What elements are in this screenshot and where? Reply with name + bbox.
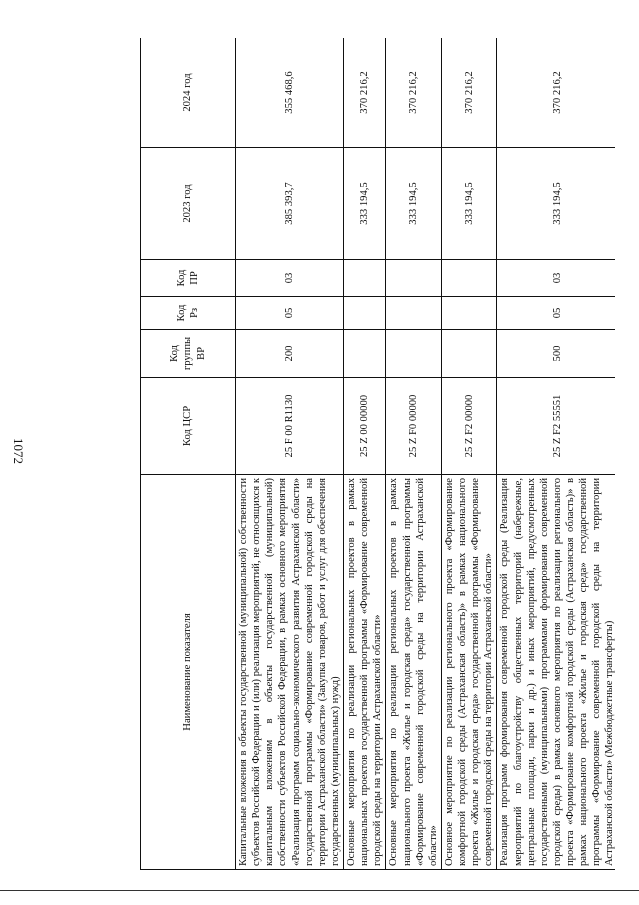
row-name: Капитальные вложения в объекты государственной (муниципальной) собственности субъектов Российской Федерации и (или) реализация мероприятий, не относящихся к капитальным вложениям в объекты государственной (муниципальной) собственности субъектов Российской Федерации, в рамках основного мероприятия «Реализация программ социально-экономического развития Астраханской области» государственной программы «Формирование современной городской среды на территории Астраханской области» (Закупка товаров, работ и услуг для обеспечения государственных (муниципальных) нужд) — [236, 475, 344, 870]
row-2024: 355 468,6 — [236, 38, 344, 148]
row-rz: 05 — [497, 297, 615, 330]
header-2024: 2024 год — [141, 38, 236, 148]
row-pr: 03 — [497, 260, 615, 297]
row-vr: 500 — [497, 330, 615, 378]
table-row — [441, 38, 497, 870]
row-name: Реализация программ формирования современной городской среды (Реализация мероприятий по благоустройству общественных территорий (набережные, центральные площади, парки и др.) и иных мероприятий, предусмотренных государственными (муниципальными) программами формирования современной городской среды) в рамках основного мероприятия по реализации регионального проекта «Формирование комфортной городской среды (Астраханская область)» в рамках национального проекта «Жилье и городская среда» государственной программы «Формирование современной городской среды на территории Астраханской области» (Межбюджетные трансферты) — [497, 475, 615, 870]
row-name: Основные мероприятия по реализации региональных проектов в рамках национальных проектов государственной программы «Формирование современной городской среды на территории Астраханской области» — [344, 475, 386, 870]
header-name: Наименование показателя — [141, 475, 236, 870]
row-2023: 333 194,5 — [441, 148, 497, 260]
row-rz — [441, 297, 497, 330]
row-rz — [386, 297, 442, 330]
table-row — [497, 38, 615, 870]
row-2023: 333 194,5 — [344, 148, 386, 260]
row-pr — [441, 260, 497, 297]
row-csr: 25 Z F0 00000 — [386, 378, 442, 475]
row-2023: 333 194,5 — [497, 148, 615, 260]
row-vr — [441, 330, 497, 378]
table-row — [344, 38, 386, 870]
row-pr — [386, 260, 442, 297]
row-rz: 05 — [236, 297, 344, 330]
header-2023: 2023 год — [141, 148, 236, 260]
header-pr: Код ПР — [141, 260, 236, 297]
row-csr: 25 Z F2 55551 — [497, 378, 615, 475]
row-vr: 200 — [236, 330, 344, 378]
table-header-row — [141, 38, 236, 870]
table-row — [386, 38, 442, 870]
row-rz — [344, 297, 386, 330]
rotated-table-frame — [140, 38, 615, 870]
header-rz: Код Рз — [141, 297, 236, 330]
table-row — [236, 38, 344, 870]
budget-table — [140, 38, 615, 870]
row-2024: 370 216,2 — [386, 38, 442, 148]
row-name: Основные мероприятия по реализации региональных проектов в рамках национального проекта «Жилье и городская среда» государственной программы «Формирование современной городской среды на территории Астраханской области» — [386, 475, 442, 870]
row-2024: 370 216,2 — [344, 38, 386, 148]
row-vr — [344, 330, 386, 378]
row-2023: 333 194,5 — [386, 148, 442, 260]
page-number: 1072 — [11, 438, 26, 464]
row-pr — [344, 260, 386, 297]
row-2023: 385 393,7 — [236, 148, 344, 260]
row-2024: 370 216,2 — [441, 38, 497, 148]
row-csr: 25 Z F2 00000 — [441, 378, 497, 475]
row-2024: 370 216,2 — [497, 38, 615, 148]
header-csr: Код ЦСР — [141, 378, 236, 475]
row-vr — [386, 330, 442, 378]
row-csr: 25 Z 00 00000 — [344, 378, 386, 475]
header-vr: Код группы ВР — [141, 330, 236, 378]
row-pr: 03 — [236, 260, 344, 297]
bottom-rule — [0, 890, 639, 891]
budget-table-container — [140, 38, 615, 870]
row-csr: 25 F 00 R1130 — [236, 378, 344, 475]
row-name: Основное мероприятие по реализации регионального проекта «Формирование комфортной городской среды (Астраханская область)» в рамках национального проекта «Жилье и городская среда» государственной программы «Формирование современной городской среды на территории Астраханской области» — [441, 475, 497, 870]
